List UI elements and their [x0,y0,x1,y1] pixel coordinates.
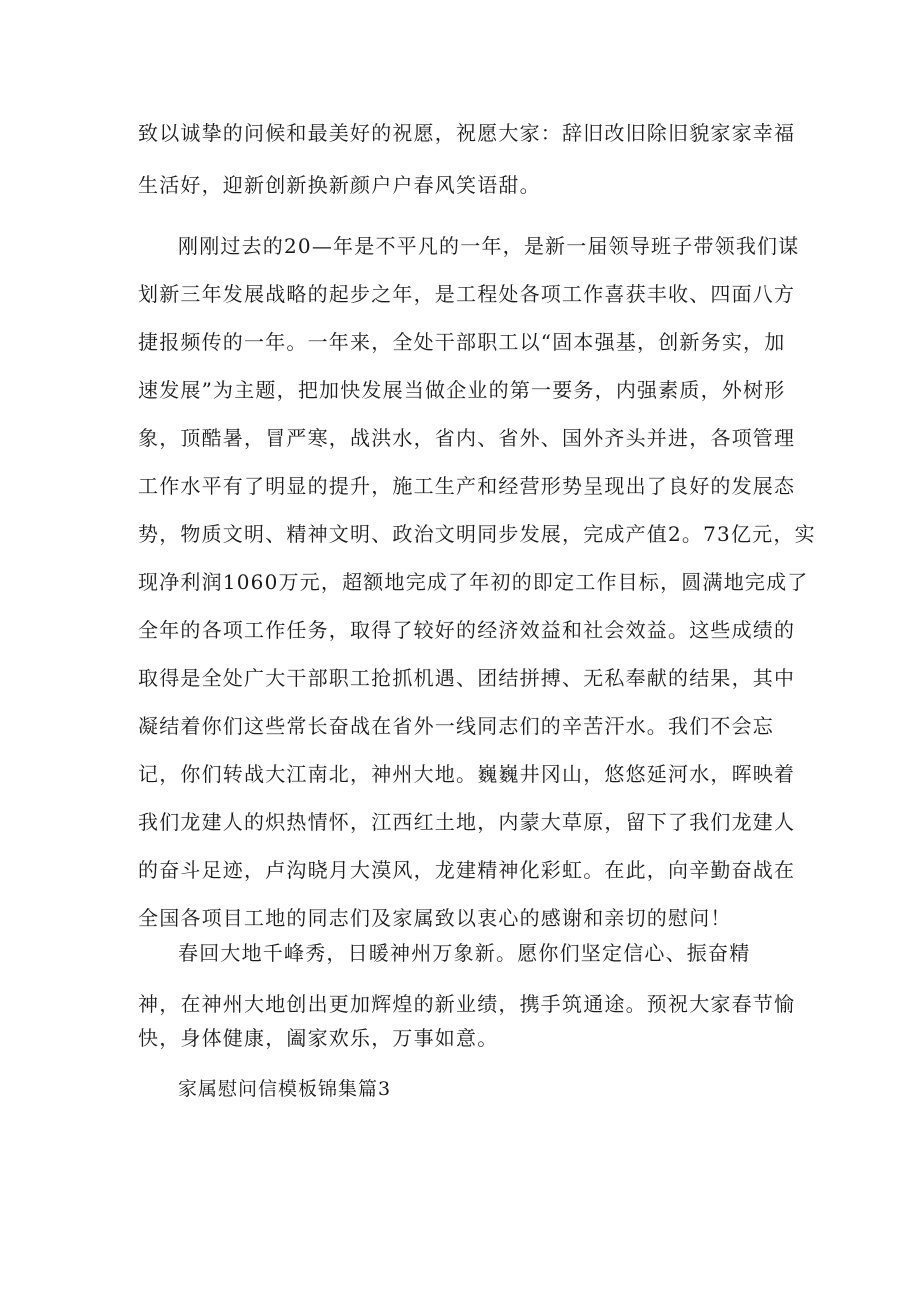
paragraph-2-line-6: 工作水平有了明显的提升，施工生产和经营形势呈现出了良好的发展态 [138,474,796,498]
paragraph-1-line-1: 致以诚挚的问候和最美好的祝愿，祝愿大家：辞旧改旧除旧貌家家幸福 [138,121,796,145]
paragraph-2-line-15: 全国各项目工地的同志们及家属致以衷心的感谢和亲切的慰问！ [138,906,732,930]
paragraph-2-line-3: 捷报频传的一年。一年来，全处干部职工以“固本强基，创新务实，加 [138,330,786,354]
paragraph-2-line-13: 我们龙建人的炽热情怀，江西红土地，内蒙大草原，留下了我们龙建人 [138,810,796,834]
paragraph-2-line-11: 凝结着你们这些常长奋战在省外一线同志们的辛苦汗水。我们不会忘 [138,714,774,738]
paragraph-2-line-10: 取得是全处广大干部职工抢抓机遇、团结拼搏、无私奉献的结果，其中 [138,666,796,690]
paragraph-2-line-2: 划新三年发展战略的起步之年，是工程处各项工作喜获丰收、四面八方 [138,282,796,306]
paragraph-3-line-2: 神，在神州大地创出更加辉煌的新业绩，携手筑通途。预祝大家春节愉 [138,992,796,1016]
paragraph-3-line-3: 快，身体健康，阖家欢乐，万事如意。 [138,1026,499,1050]
paragraph-2-line-14: 的奋斗足迹，卢沟晓月大漠风，龙建精神化彩虹。在此，向辛勤奋战在 [138,858,796,882]
paragraph-2-line-7: 势，物质文明、精神文明、政治文明同步发展，完成产值2。73亿元，实 [138,522,816,546]
paragraph-2-line-4: 速发展”为主题，把加快发展当做企业的第一要务，内强素质，外树形 [138,378,786,402]
section-heading: 家属慰问信模板锦集篇3 [178,1078,392,1100]
paragraph-3-line-1: 春回大地千峰秀，日暖神州万象新。愿你们坚定信心、振奋精 [178,941,751,965]
paragraph-2-line-5: 象，顶酷暑，冒严寒，战洪水，省内、省外、国外齐头并进，各项管理 [138,426,796,450]
paragraph-1-line-2: 生活好，迎新创新换新颜户户春风笑语甜。 [138,173,541,197]
paragraph-2-line-1: 刚刚过去的20—年是不平凡的一年，是新一届领导班子带领我们谋 [178,234,800,258]
paragraph-2-line-9: 全年的各项工作任务，取得了较好的经济效益和社会效益。这些成绩的 [138,618,796,642]
paragraph-2-line-8: 现净利润1060万元，超额地完成了年初的即定工作目标，圆满地完成了 [138,570,809,594]
paragraph-2-line-12: 记，你们转战大江南北，神州大地。巍巍井冈山，悠悠延河水，晖映着 [138,762,796,786]
